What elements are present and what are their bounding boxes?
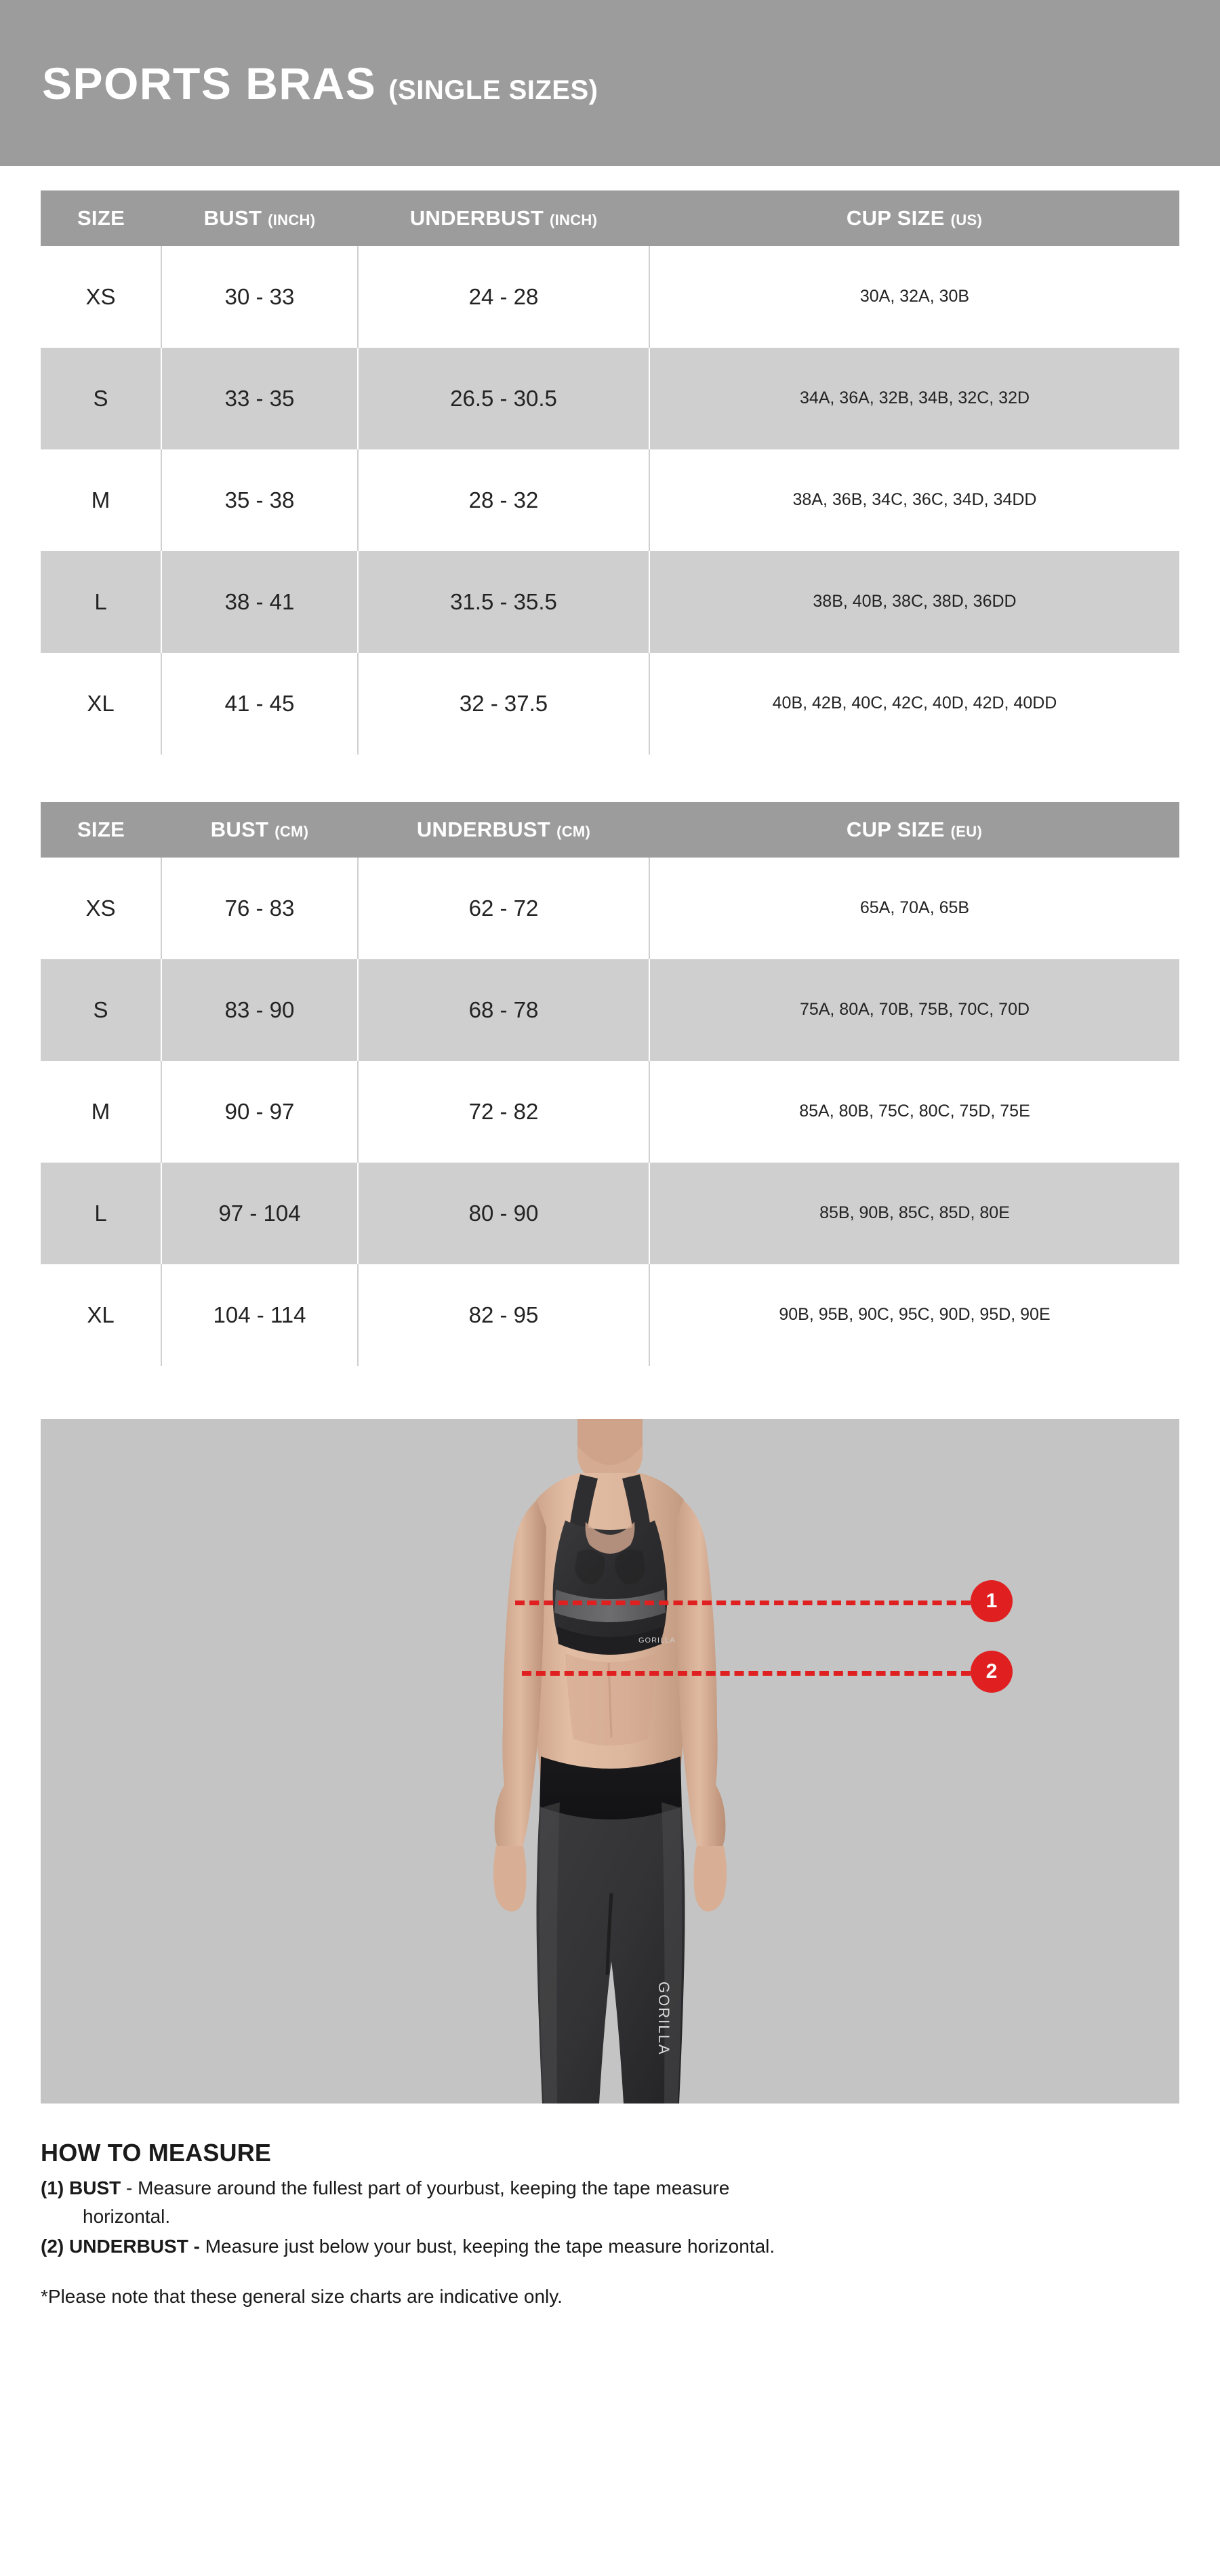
column-header-underbust bbox=[358, 190, 649, 246]
cell-cup: 34A, 36A, 32B, 34B, 32C, 32D bbox=[649, 348, 1179, 449]
column-header-cup-label: CUP SIZE bbox=[846, 206, 945, 230]
cell-bust: 38 - 41 bbox=[161, 551, 358, 653]
measure-step-1 bbox=[41, 2175, 1179, 2201]
measure-step-1-number: (1) bbox=[41, 2177, 64, 2198]
cell-cup: 85B, 90B, 85C, 85D, 80E bbox=[649, 1163, 1179, 1264]
marker-2-label: 2 bbox=[985, 1660, 998, 1683]
column-header-bust-label: BUST bbox=[210, 818, 269, 841]
marker-1-label: 1 bbox=[985, 1590, 998, 1612]
cell-underbust: 72 - 82 bbox=[358, 1061, 649, 1163]
cell-size: S bbox=[41, 959, 161, 1061]
measure-step-2-number: (2) bbox=[41, 2235, 64, 2257]
svg-text:GORILLA: GORILLA bbox=[655, 1981, 672, 2056]
column-header-size bbox=[41, 802, 161, 858]
cell-cup: 90B, 95B, 90C, 95C, 90D, 95D, 90E bbox=[649, 1264, 1179, 1366]
column-header-underbust-unit: (INCH) bbox=[550, 212, 598, 228]
size-chart-inch bbox=[41, 190, 1179, 754]
column-header-cup bbox=[649, 802, 1179, 858]
cell-underbust: 28 - 32 bbox=[358, 449, 649, 551]
cell-size: XS bbox=[85, 895, 116, 921]
cell-underbust: 82 - 95 bbox=[358, 1264, 649, 1366]
measure-step-2 bbox=[41, 2234, 1179, 2259]
cell-cup: 38A, 36B, 34C, 36C, 34D, 34DD bbox=[649, 449, 1179, 551]
column-header-underbust-label: UNDERBUST bbox=[409, 206, 544, 230]
table-row bbox=[41, 1061, 1179, 1163]
svg-text:GORILLA: GORILLA bbox=[638, 1636, 676, 1645]
measure-step-2-label: UNDERBUST - bbox=[69, 2235, 200, 2257]
column-header-bust-unit: (CM) bbox=[274, 823, 309, 840]
table-row bbox=[41, 246, 1179, 348]
column-header-bust bbox=[161, 190, 358, 246]
table-row bbox=[41, 653, 1179, 754]
page-header bbox=[0, 0, 1220, 166]
cell-bust: 90 - 97 bbox=[161, 1061, 358, 1163]
table-row bbox=[41, 1163, 1179, 1264]
size-table-inch bbox=[41, 190, 1179, 754]
column-header-underbust-label: UNDERBUST bbox=[416, 818, 551, 841]
cell-size: L bbox=[41, 1163, 161, 1264]
column-header-bust-label: BUST bbox=[203, 206, 262, 230]
measure-step-1-text-cont: horizontal. bbox=[83, 2205, 171, 2227]
cell-underbust: 68 - 78 bbox=[358, 959, 649, 1061]
cell-cup: 65A, 70A, 65B bbox=[649, 858, 1179, 959]
cell-size: XS bbox=[85, 284, 116, 309]
underbust-measure-line bbox=[522, 1671, 971, 1676]
cell-bust: 41 - 45 bbox=[161, 653, 358, 754]
column-header-underbust bbox=[358, 802, 649, 858]
measurement-illustration bbox=[41, 1419, 1179, 2104]
column-header-underbust-unit: (CM) bbox=[556, 823, 591, 840]
table-row bbox=[41, 348, 1179, 449]
size-table-cm bbox=[41, 802, 1179, 1366]
column-header-cup-label: CUP SIZE bbox=[846, 818, 945, 841]
column-header-size bbox=[41, 190, 161, 246]
cell-bust: 83 - 90 bbox=[161, 959, 358, 1061]
model-figure bbox=[420, 1419, 800, 2104]
page-title bbox=[42, 58, 598, 109]
marker-1 bbox=[971, 1580, 1013, 1622]
cell-size: XL bbox=[87, 1302, 115, 1327]
column-header-cup-unit: (US) bbox=[950, 212, 983, 228]
cell-size: S bbox=[41, 348, 161, 449]
table-header-row bbox=[41, 802, 1179, 858]
cell-cup: 75A, 80A, 70B, 75B, 70C, 70D bbox=[649, 959, 1179, 1061]
cell-bust: 97 - 104 bbox=[161, 1163, 358, 1264]
table-row bbox=[41, 959, 1179, 1061]
how-to-measure-section bbox=[41, 2139, 1179, 2308]
cell-underbust: 80 - 90 bbox=[358, 1163, 649, 1264]
measure-step-1-label: BUST bbox=[69, 2177, 121, 2198]
cell-cup: 30A, 32A, 30B bbox=[649, 246, 1179, 348]
cell-underbust: 26.5 - 30.5 bbox=[358, 348, 649, 449]
table-row bbox=[41, 1264, 1179, 1366]
cell-size: M bbox=[91, 1099, 110, 1124]
page-title-main: SPORTS BRAS bbox=[42, 58, 377, 108]
measure-step-2-text: Measure just below your bust, keeping the tape measure horizontal. bbox=[205, 2235, 775, 2257]
how-to-measure-title: HOW TO MEASURE bbox=[41, 2139, 272, 2167]
cell-size: XL bbox=[87, 691, 115, 716]
cell-underbust: 24 - 28 bbox=[358, 246, 649, 348]
cell-bust: 35 - 38 bbox=[161, 449, 358, 551]
column-header-size-label: SIZE bbox=[77, 818, 125, 841]
cell-underbust: 62 - 72 bbox=[358, 858, 649, 959]
cell-size: L bbox=[41, 551, 161, 653]
page-title-sub: (SINGLE SIZES) bbox=[388, 75, 598, 105]
cell-bust: 76 - 83 bbox=[161, 858, 358, 959]
disclaimer-note: *Please note that these general size charts are indicative only. bbox=[41, 2286, 563, 2308]
table-row bbox=[41, 551, 1179, 653]
cell-underbust: 31.5 - 35.5 bbox=[358, 551, 649, 653]
cell-cup: 85A, 80B, 75C, 80C, 75D, 75E bbox=[649, 1061, 1179, 1163]
size-chart-cm bbox=[41, 802, 1179, 1366]
cell-cup: 38B, 40B, 38C, 38D, 36DD bbox=[649, 551, 1179, 653]
cell-size: M bbox=[91, 487, 110, 512]
marker-2 bbox=[971, 1651, 1013, 1693]
table-row bbox=[41, 858, 1179, 959]
column-header-cup-unit: (EU) bbox=[950, 823, 983, 840]
cell-underbust: 32 - 37.5 bbox=[358, 653, 649, 754]
bust-measure-line bbox=[515, 1601, 971, 1605]
cell-cup: 40B, 42B, 40C, 42C, 40D, 42D, 40DD bbox=[649, 653, 1179, 754]
cell-bust: 104 - 114 bbox=[161, 1264, 358, 1366]
table-row bbox=[41, 449, 1179, 551]
column-header-cup bbox=[649, 190, 1179, 246]
table-header-row bbox=[41, 190, 1179, 246]
column-header-size-label: SIZE bbox=[77, 206, 125, 230]
cell-bust: 30 - 33 bbox=[161, 246, 358, 348]
measure-step-1-text: - Measure around the fullest part of yourbust, keeping the tape measure bbox=[126, 2177, 730, 2198]
cell-bust: 33 - 35 bbox=[161, 348, 358, 449]
column-header-bust bbox=[161, 802, 358, 858]
column-header-bust-unit: (INCH) bbox=[268, 212, 316, 228]
